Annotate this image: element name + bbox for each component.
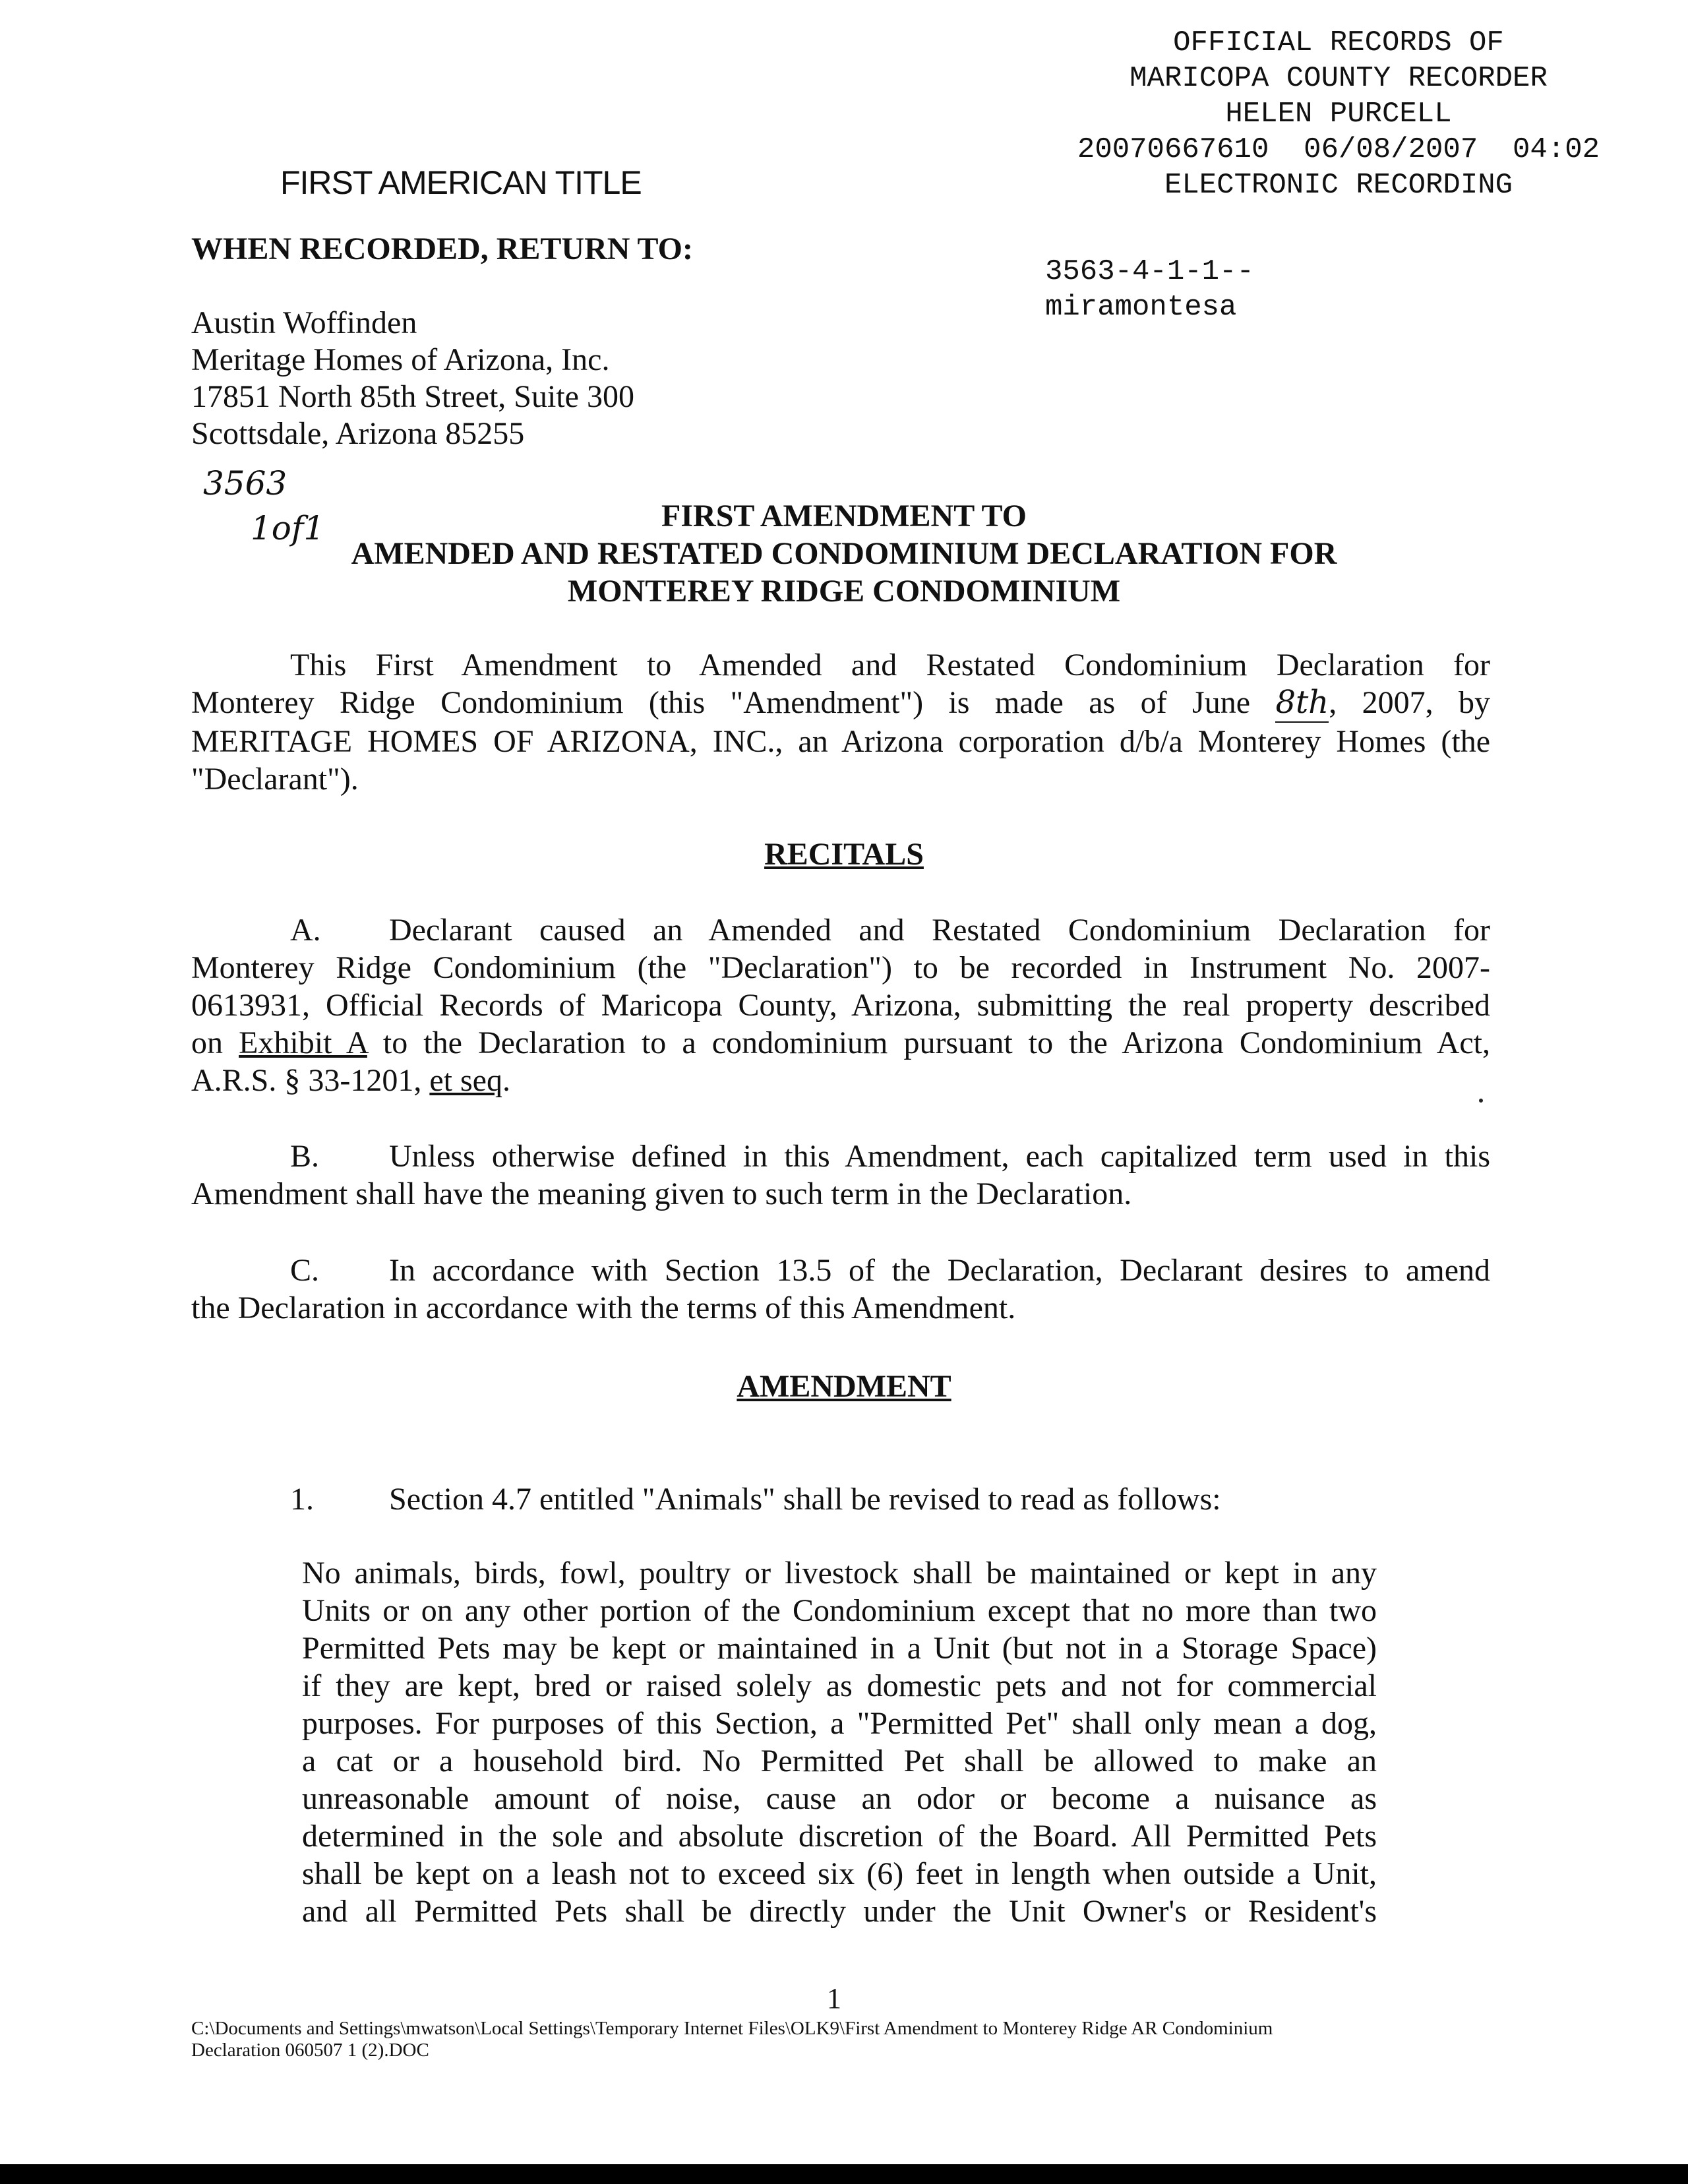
quoted-line: and all Permitted Pets shall be directly under the Unit Owner's or Resident's: [302, 1894, 1377, 1929]
recitals-heading: RECITALS: [764, 837, 924, 872]
recital-text: A.R.S. § 33-1201,: [191, 1063, 430, 1098]
recording-number-line: 20070667610 06/08/2007 04:02: [1077, 133, 1600, 166]
intro-line: This First Amendment to Amended and Restated Condominium Declaration for: [290, 648, 1490, 682]
amendment-item: [191, 1480, 1490, 1518]
intro-text: , 2007, by: [1329, 685, 1491, 720]
intro-text: Monterey Ridge Condominium (this "Amendment") is made as of June: [191, 685, 1276, 720]
recital-text: to the Declaration to a condominium pursuant to the Arizona Condominium Act,: [367, 1025, 1491, 1060]
quoted-line: Units or on any other portion of the Condominium except that no more than two: [302, 1593, 1377, 1628]
page-number: 1: [827, 1982, 841, 2015]
recital-text: Unless otherwise defined in this Amendment, each capitalized term used in this: [389, 1139, 1490, 1174]
title-line: MONTEREY RIDGE CONDOMINIUM: [567, 574, 1121, 609]
return-address: [191, 305, 634, 452]
quoted-line: No animals, birds, fowl, poultry or livestock shall be maintained or kept in any: [302, 1556, 1377, 1591]
return-to-heading: WHEN RECORDED, RETURN TO:: [191, 231, 693, 266]
intro-line: [191, 684, 1490, 723]
intro-line: "Declarant").: [191, 762, 359, 797]
amendment-heading: AMENDMENT: [737, 1369, 951, 1404]
quoted-line: purposes. For purposes of this Section, a "Permitted Pet" shall only mean a dog,: [302, 1706, 1377, 1741]
quoted-line: Permitted Pets may be kept or maintained in a Unit (but not in a Storage Space): [302, 1631, 1377, 1666]
footer-path-line: Declaration 060507 1 (2).DOC: [191, 2040, 429, 2061]
quoted-line: a cat or a household bird. No Permitted Pet shall be allowed to make an: [302, 1744, 1377, 1778]
handwritten-note-line: 1of1: [251, 509, 325, 547]
quoted-section-text: [302, 1554, 1377, 1930]
company-name: FIRST AMERICAN TITLE: [280, 164, 642, 201]
recorder-stamp: [1009, 25, 1668, 203]
address-line: Austin Woffinden: [191, 305, 417, 340]
address-line: Meritage Homes of Arizona, Inc.: [191, 342, 610, 377]
recorder-line: MARICOPA COUNTY RECORDER: [1130, 62, 1548, 95]
amendment-item-label: 1.: [290, 1482, 314, 1517]
recital-line: [191, 1138, 1490, 1175]
quoted-line: unreasonable amount of noise, cause an odor or become a nuisance as: [302, 1781, 1377, 1816]
stray-mark: [1479, 1099, 1483, 1103]
recital-text: In accordance with Section 13.5 of the Declaration, Declarant desires to amend: [389, 1253, 1490, 1288]
address-line: 17851 North 85th Street, Suite 300: [191, 379, 634, 414]
handwritten-note-line: 3563: [203, 464, 287, 502]
recital-text: Declarant caused an Amended and Restated Condominium Declaration for: [389, 913, 1490, 948]
recital-label: B.: [290, 1139, 320, 1174]
intro-line: MERITAGE HOMES OF ARIZONA, INC., an Arizona corporation d/b/a Monterey Homes (the: [191, 724, 1490, 759]
recital-line: 0613931, Official Records of Maricopa County, Arizona, submitting the real property described: [191, 988, 1490, 1023]
recording-reference-line: 3563-4-1-1--: [1045, 255, 1254, 288]
title-line: AMENDED AND RESTATED CONDOMINIUM DECLARATION FOR: [351, 536, 1337, 571]
recorder-line: ELECTRONIC RECORDING: [1164, 169, 1513, 202]
recital-text: .: [502, 1063, 510, 1098]
exhibit-reference: Exhibit A: [239, 1025, 367, 1060]
quoted-line: if they are kept, bred or raised solely as domestic pets and not for commercial: [302, 1668, 1377, 1703]
recital-line: [191, 1024, 1490, 1062]
quoted-line: determined in the sole and absolute discretion of the Board. All Permitted Pets: [302, 1819, 1377, 1854]
recital-label: C.: [290, 1253, 320, 1288]
recorder-line: HELEN PURCELL: [1225, 98, 1452, 131]
address-line: Scottsdale, Arizona 85255: [191, 416, 525, 451]
recital-line: Monterey Ridge Condominium (the "Declaration") to be recorded in Instrument No. 2007-: [191, 950, 1490, 985]
recital-a: [191, 911, 1490, 1099]
handwritten-date: 8th: [1275, 684, 1329, 723]
recording-reference-line: miramontesa: [1045, 291, 1237, 324]
recital-line: [191, 1252, 1490, 1289]
recital-c: [191, 1252, 1490, 1327]
footer-file-path: [191, 2018, 1576, 2061]
recital-text: on: [191, 1025, 239, 1060]
intro-paragraph: [191, 646, 1490, 798]
recital-line: [191, 911, 1490, 949]
quoted-line: shall be kept on a leash not to exceed six (6) feet in length when outside a Unit,: [302, 1856, 1377, 1891]
amendment-item-text: Section 4.7 entitled "Animals" shall be revised to read as follows:: [389, 1482, 1221, 1517]
recital-line: Amendment shall have the meaning given to such term in the Declaration.: [191, 1176, 1132, 1211]
recital-label: A.: [290, 913, 321, 948]
recital-b: [191, 1138, 1490, 1213]
recording-reference: [1045, 254, 1254, 325]
scan-edge-bar: [0, 2164, 1688, 2184]
title-line: FIRST AMENDMENT TO: [661, 499, 1027, 533]
footer-path-line: C:\Documents and Settings\mwatson\Local Settings\Temporary Internet Files\OLK9\First Amendment to Monterey Ridge AR Condominium: [191, 2018, 1273, 2039]
et-seq: et seq: [429, 1063, 502, 1098]
recital-line: [191, 1062, 1490, 1099]
document-title: [198, 497, 1490, 610]
recorder-line: OFFICIAL RECORDS OF: [1173, 26, 1504, 59]
recital-line: the Declaration in accordance with the terms of this Amendment.: [191, 1290, 1016, 1325]
